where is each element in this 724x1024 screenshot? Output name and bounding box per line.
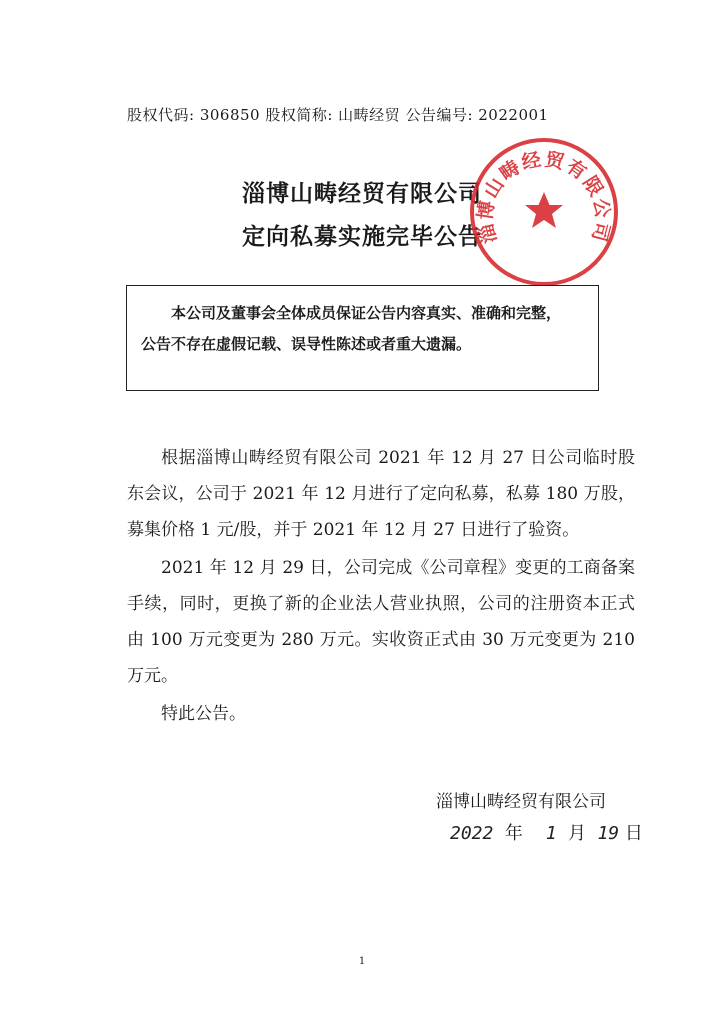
svg-text:淄博山畴经贸有限公司: 淄博山畴经贸有限公司 <box>474 148 614 246</box>
announcement-title: 定向私募实施完毕公告 <box>242 224 482 250</box>
signing-company: 淄博山畴经贸有限公司 <box>436 792 606 812</box>
board-statement-box <box>126 285 599 391</box>
statement-line-1: 本公司及董事会全体成员保证公告内容真实、准确和完整， <box>171 304 562 322</box>
date-day-unit: 日 <box>624 823 643 844</box>
signing-date <box>450 819 643 845</box>
date-month-unit: 月 <box>568 823 586 844</box>
company-title: 淄博山畴经贸有限公司 <box>242 181 482 207</box>
body-paragraph-3: 特此公告。 <box>161 704 246 724</box>
page-number: 1 <box>358 956 366 967</box>
company-seal <box>466 134 622 290</box>
body-paragraph-1: 根据淄博山畴经贸有限公司 2021 年 12 月 27 日公司临时股东会议，公司于 2021 年 12 月进行了定向私募，私募 180 万股，募集价格 1 元/股，并于 2021 年 12 月 27 日进行了验资。 <box>127 448 635 540</box>
date-year-unit: 年 <box>504 823 523 844</box>
stock-code-line: 股权代码: 306850 股权简称: 山畴经贸 公告编号: 2022001 <box>127 106 549 124</box>
date-year: 2022 <box>450 823 494 844</box>
date-day: 19 <box>597 823 620 844</box>
date-month: 1 <box>545 823 557 844</box>
body-paragraph-2: 2021 年 12 月 29 日，公司完成《公司章程》变更的工商备案手续，同时，更换了新的企业法人营业执照，公司的注册资本正式由 100 万元变更为 280 万元。实收资正式由 30 万元变更为 210 万元。 <box>127 558 635 686</box>
announcement-body <box>127 440 635 734</box>
statement-line-2: 公告不存在虚假记载、误导性陈述或者重大遗漏。 <box>141 335 472 353</box>
